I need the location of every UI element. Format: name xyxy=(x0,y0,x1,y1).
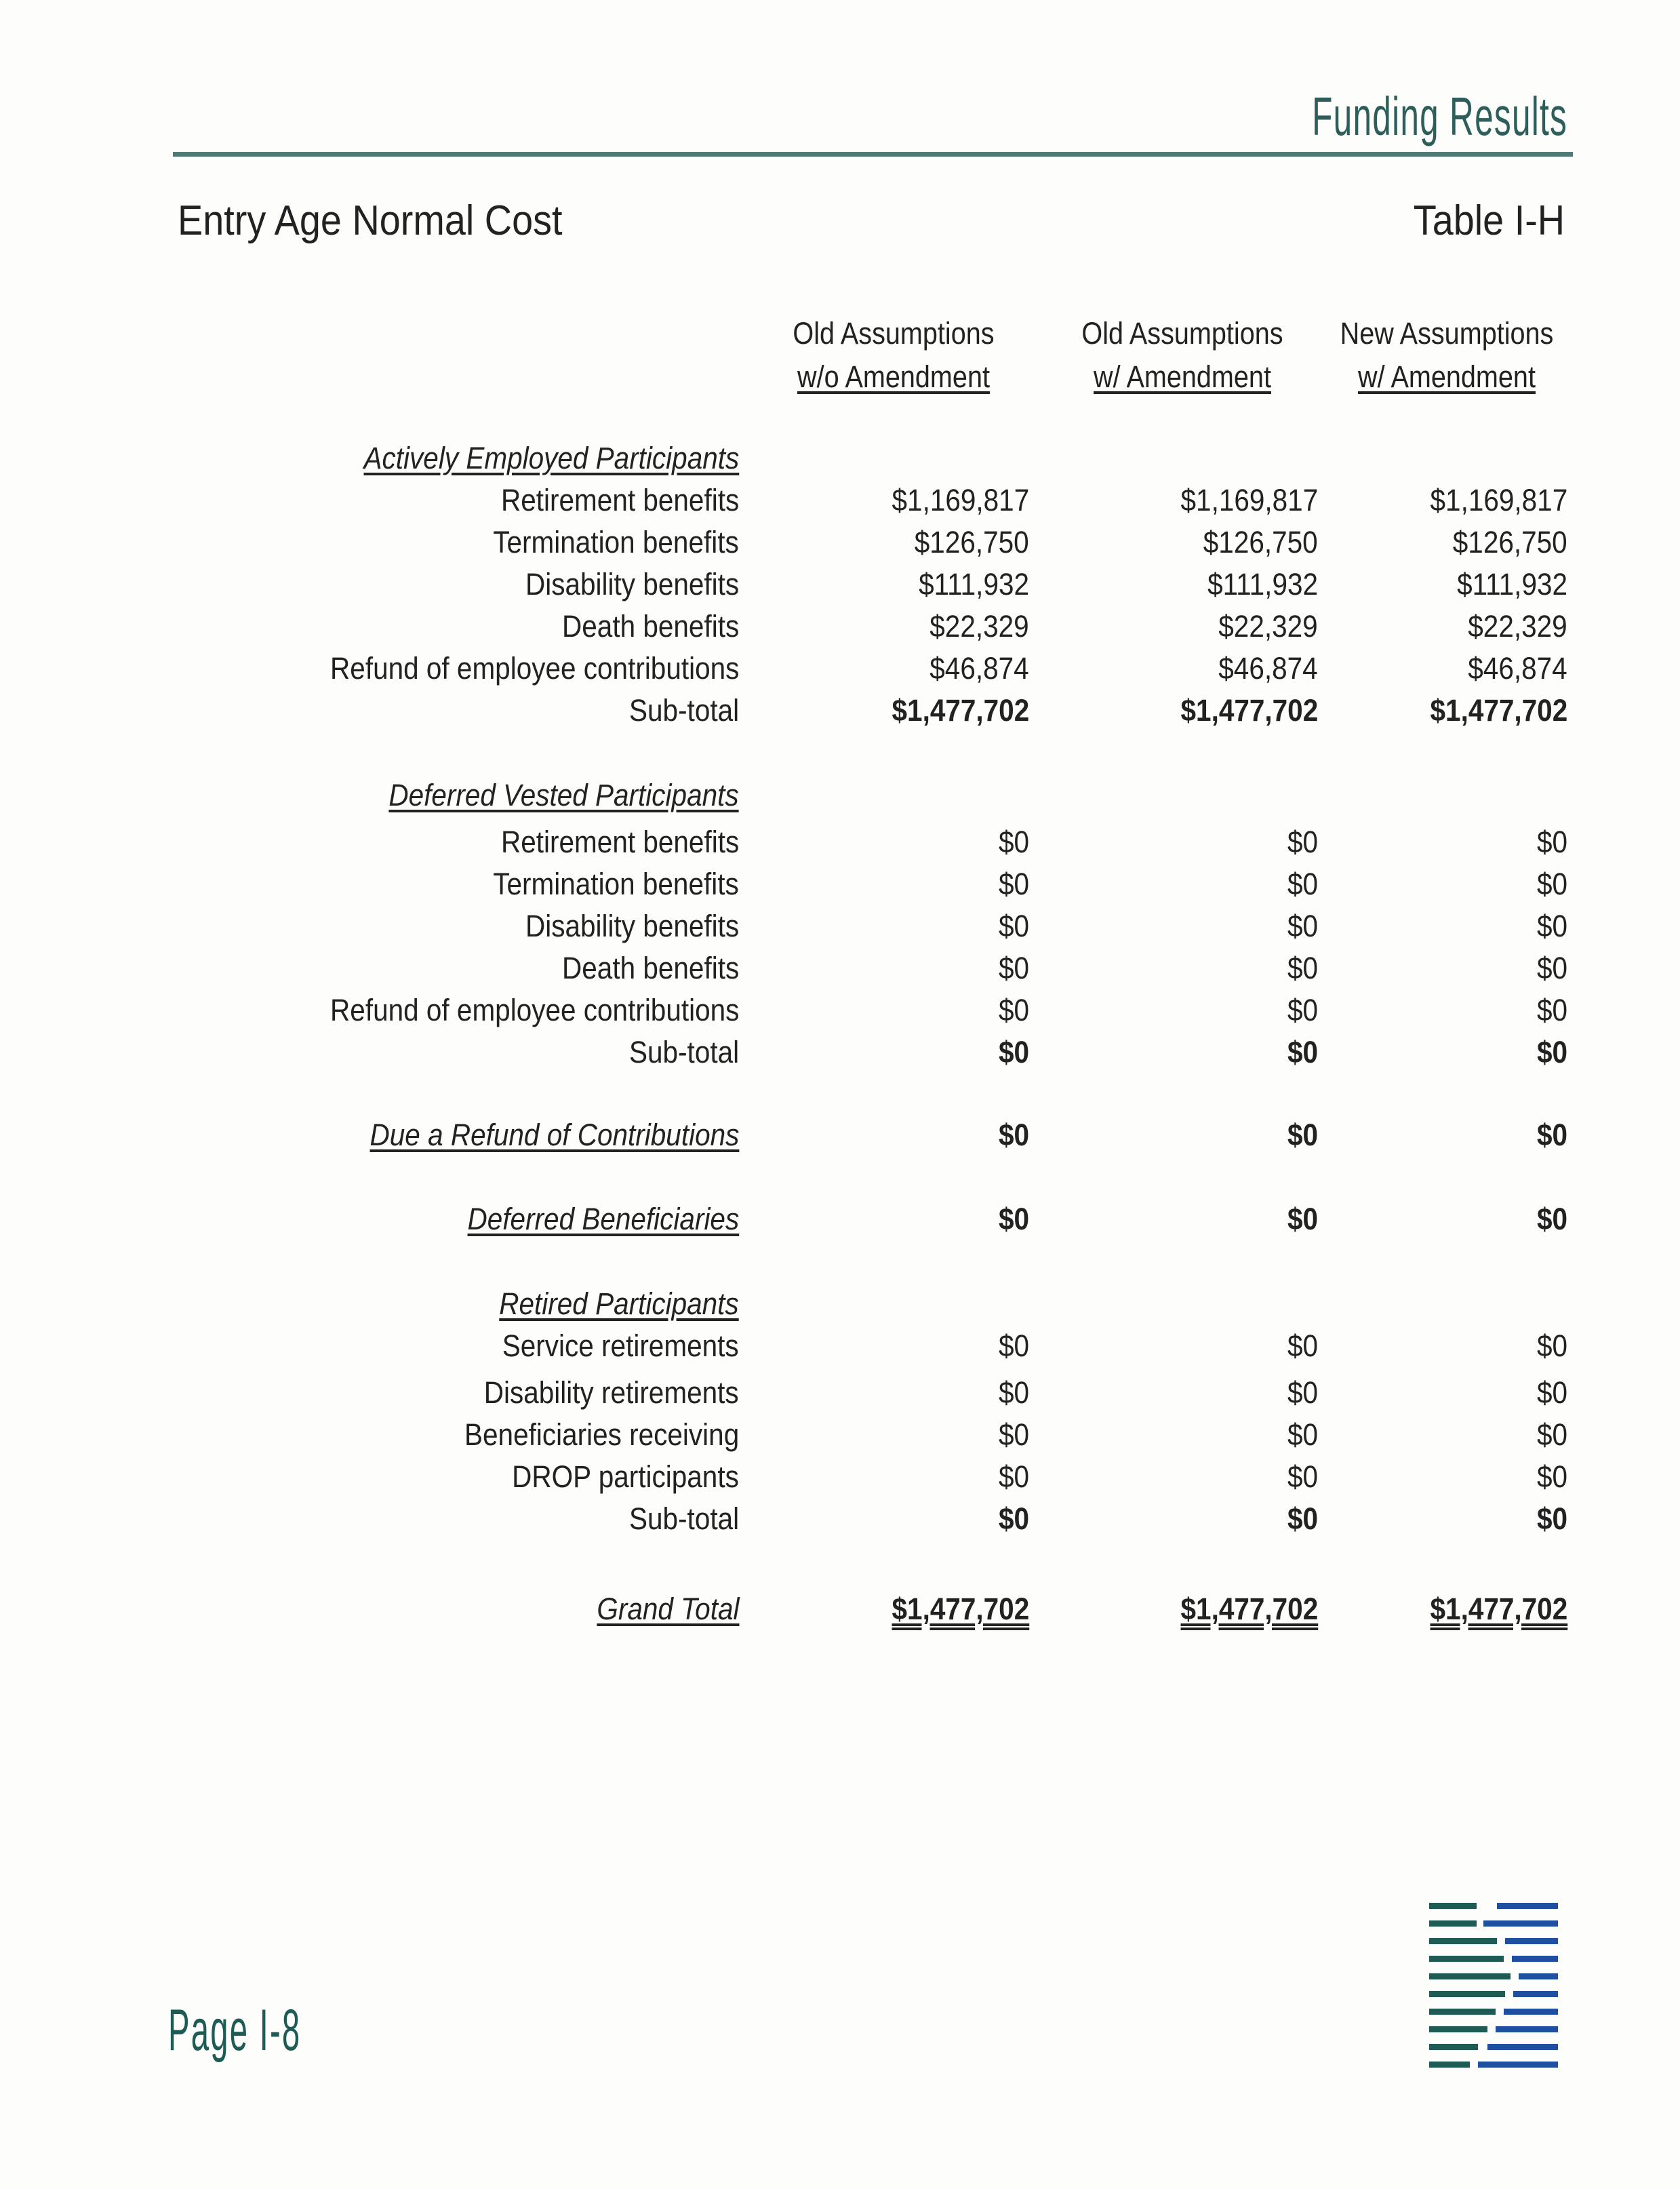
table-row xyxy=(0,1414,1680,1456)
table-row xyxy=(0,1325,1680,1367)
cell-value: $0 xyxy=(998,1118,1029,1152)
cell-value: $0 xyxy=(1287,825,1318,859)
cell-value: $0 xyxy=(1536,1328,1567,1363)
page-title: Entry Age Normal Cost xyxy=(178,197,563,244)
grand-total-label: Grand Total xyxy=(596,1592,739,1626)
cell-value: $0 xyxy=(1536,1118,1567,1152)
subtotal-row-active xyxy=(0,690,1680,732)
deferred-beneficiaries-row xyxy=(0,1198,1680,1240)
section-title-deferred-vested: Deferred Vested Participants xyxy=(388,778,739,812)
row-label: DROP participants xyxy=(512,1459,739,1494)
table-id: Table I-H xyxy=(1413,197,1565,244)
page-number: Page I-8 xyxy=(168,1998,302,2063)
cell-value: $0 xyxy=(1287,1417,1318,1452)
subtotal-row-deferred-vested xyxy=(0,1031,1680,1073)
row-label: Disability benefits xyxy=(525,909,739,943)
table-row xyxy=(0,947,1680,989)
row-label: Retirement benefits xyxy=(500,825,739,859)
column-header-1-line1: Old Assumptions xyxy=(793,316,995,351)
cell-value: $0 xyxy=(998,909,1029,943)
cell-value: $46,874 xyxy=(1218,651,1318,686)
logo-stripes xyxy=(1429,1903,1558,2068)
cell-value: $126,750 xyxy=(1203,525,1318,559)
cell-value: $0 xyxy=(1287,867,1318,901)
row-label: Retirement benefits xyxy=(500,483,739,517)
cell-value: $0 xyxy=(1536,909,1567,943)
cell-value: $0 xyxy=(1536,825,1567,859)
cell-value: $22,329 xyxy=(929,609,1029,644)
cell-value: $0 xyxy=(998,993,1029,1027)
section-title-active: Actively Employed Participants xyxy=(363,441,739,475)
column-header-3 xyxy=(1321,312,1572,399)
cell-value: $22,329 xyxy=(1218,609,1318,644)
cell-value: $1,477,702 xyxy=(1430,693,1567,728)
column-header-2-line1: Old Assumptions xyxy=(1081,316,1283,351)
column-header-2-line2: w/ Amendment xyxy=(1094,359,1271,394)
column-header-3-line2: w/ Amendment xyxy=(1358,359,1536,394)
cell-value: $0 xyxy=(1536,1417,1567,1452)
table-row xyxy=(0,863,1680,905)
cell-value: $111,932 xyxy=(1207,567,1318,602)
cell-value: $0 xyxy=(1287,1118,1318,1152)
table-row xyxy=(0,521,1680,564)
cell-value: $0 xyxy=(1287,909,1318,943)
section-title: Funding Results xyxy=(1311,86,1567,146)
cell-value: $0 xyxy=(998,1417,1029,1452)
cell-value: $0 xyxy=(1536,1501,1567,1536)
row-label: Death benefits xyxy=(561,609,739,644)
company-logo-icon xyxy=(1429,1903,1558,2068)
cell-value: $0 xyxy=(998,1501,1029,1536)
column-header-2 xyxy=(1057,312,1308,399)
section-heading-deferred-vested xyxy=(0,774,1680,816)
cell-value: $0 xyxy=(1287,1459,1318,1494)
header-rule xyxy=(173,152,1573,157)
column-header-3-line1: New Assumptions xyxy=(1340,316,1554,351)
cell-value: $0 xyxy=(998,1202,1029,1236)
cell-value: $0 xyxy=(1536,867,1567,901)
cell-value: $0 xyxy=(1536,1202,1567,1236)
row-label: Sub-total xyxy=(628,1035,739,1069)
cell-value: $0 xyxy=(1287,951,1318,985)
row-label: Beneficiaries receiving xyxy=(464,1417,739,1452)
table-row xyxy=(0,989,1680,1031)
row-label: Sub-total xyxy=(628,1501,739,1536)
cell-value: $0 xyxy=(998,1459,1029,1494)
section-title-retired: Retired Participants xyxy=(499,1286,739,1321)
row-label: Sub-total xyxy=(628,693,739,728)
cell-value: $0 xyxy=(998,867,1029,901)
cell-value: $0 xyxy=(998,1035,1029,1069)
table-row xyxy=(0,905,1680,947)
table-row xyxy=(0,1456,1680,1498)
cell-value: $0 xyxy=(1536,993,1567,1027)
cell-value: $46,874 xyxy=(1468,651,1567,686)
cell-value: $0 xyxy=(1287,1375,1318,1410)
cell-value: $0 xyxy=(1287,1202,1318,1236)
due-refund-row xyxy=(0,1114,1680,1156)
cell-value: $0 xyxy=(1536,951,1567,985)
subtotal-row-retired xyxy=(0,1498,1680,1540)
table-row xyxy=(0,606,1680,648)
table-row xyxy=(0,479,1680,521)
row-label: Disability benefits xyxy=(525,567,739,602)
table-row xyxy=(0,564,1680,606)
table-row xyxy=(0,648,1680,690)
row-label: Termination benefits xyxy=(493,867,739,901)
table-row xyxy=(0,821,1680,863)
cell-value: $1,477,702 xyxy=(1180,1592,1318,1626)
cell-value: $1,169,817 xyxy=(892,483,1029,517)
cell-value: $126,750 xyxy=(915,525,1029,559)
cell-value: $0 xyxy=(1536,1035,1567,1069)
row-label: Refund of employee contributions xyxy=(329,651,739,686)
column-header-1 xyxy=(768,312,1019,399)
column-header-1-line2: w/o Amendment xyxy=(797,359,990,394)
section-heading-retired xyxy=(0,1283,1680,1325)
cell-value: $1,169,817 xyxy=(1430,483,1567,517)
cell-value: $1,477,702 xyxy=(892,1592,1029,1626)
section-title-due-refund: Due a Refund of Contributions xyxy=(369,1118,739,1152)
grand-total-row xyxy=(0,1588,1680,1630)
table-row xyxy=(0,1372,1680,1414)
cell-value: $22,329 xyxy=(1468,609,1567,644)
cell-value: $1,477,702 xyxy=(1180,693,1318,728)
cell-value: $0 xyxy=(1287,1501,1318,1536)
cell-value: $0 xyxy=(998,951,1029,985)
cell-value: $0 xyxy=(1287,1035,1318,1069)
row-label: Refund of employee contributions xyxy=(329,993,739,1027)
cell-value: $1,169,817 xyxy=(1180,483,1318,517)
cell-value: $126,750 xyxy=(1453,525,1567,559)
cell-value: $0 xyxy=(1287,1328,1318,1363)
cell-value: $0 xyxy=(998,1328,1029,1363)
cell-value: $0 xyxy=(1287,993,1318,1027)
cell-value: $111,932 xyxy=(919,567,1029,602)
section-title-deferred-beneficiaries: Deferred Beneficiaries xyxy=(467,1202,739,1236)
cell-value: $111,932 xyxy=(1457,567,1567,602)
row-label: Death benefits xyxy=(561,951,739,985)
cell-value: $1,477,702 xyxy=(1430,1592,1567,1626)
section-heading-active xyxy=(0,437,1680,479)
cell-value: $1,477,702 xyxy=(892,693,1029,728)
cell-value: $0 xyxy=(1536,1459,1567,1494)
cell-value: $0 xyxy=(998,1375,1029,1410)
row-label: Disability retirements xyxy=(484,1375,739,1410)
cell-value: $0 xyxy=(1536,1375,1567,1410)
row-label: Termination benefits xyxy=(493,525,739,559)
row-label: Service retirements xyxy=(502,1328,739,1363)
cell-value: $46,874 xyxy=(929,651,1029,686)
cell-value: $0 xyxy=(998,825,1029,859)
